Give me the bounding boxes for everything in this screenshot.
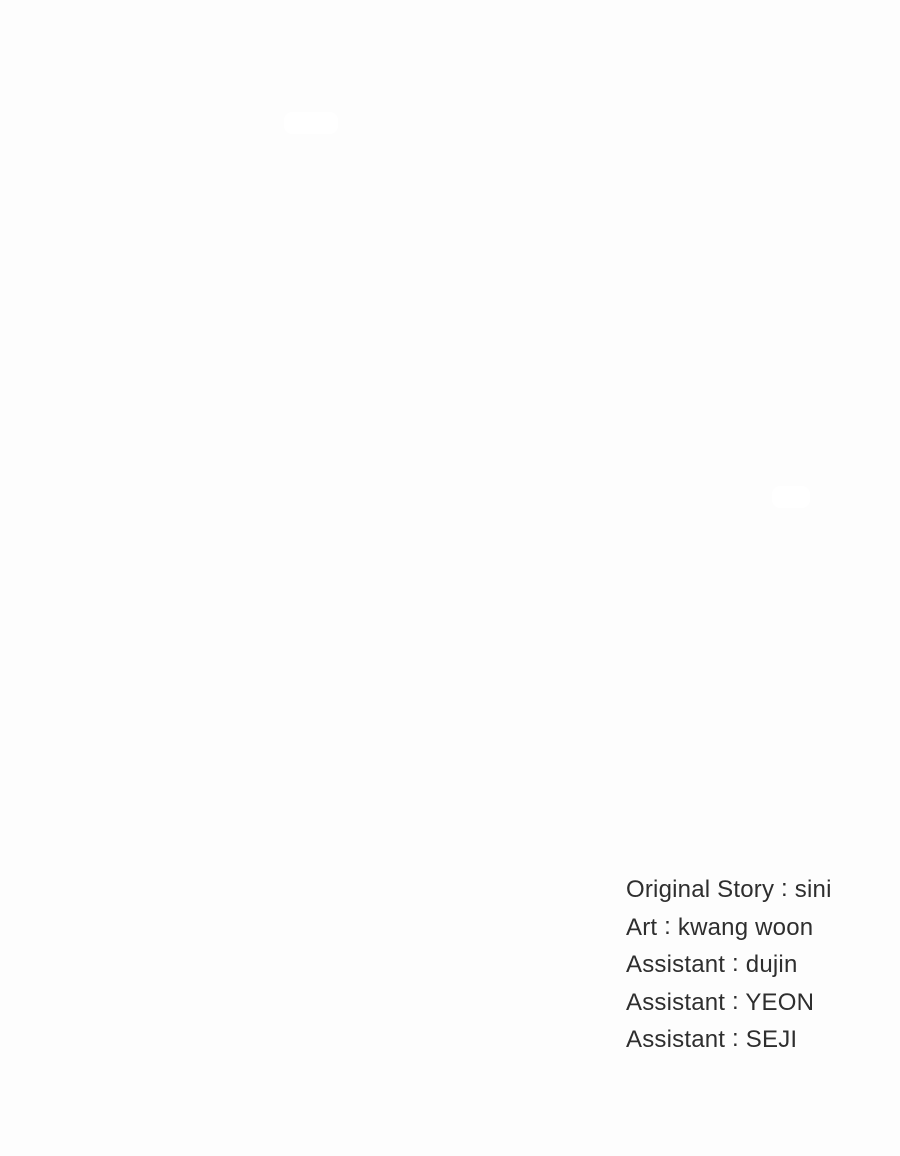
credit-separator: : [725,950,746,977]
credit-line [626,946,832,984]
credit-name: dujin [745,951,798,978]
credits-block [626,871,832,1059]
credit-line [626,871,832,909]
credit-line [626,909,832,947]
credit-name: sini [794,876,832,903]
credit-name: kwang woon [677,913,814,941]
credit-name: YEON [745,988,815,1016]
scan-artifact [284,112,338,134]
credit-role: Original Story [626,876,775,903]
credit-separator: : [725,1025,746,1052]
credit-separator: : [774,875,795,902]
credit-line [626,984,832,1022]
credit-name: SEJI [745,1026,798,1053]
credit-role: Assistant [626,1026,726,1053]
credit-role: Assistant [626,988,726,1016]
scan-artifact [772,486,810,508]
credit-role: Assistant [626,951,726,978]
credit-separator: : [725,987,746,1015]
credit-separator: : [657,912,678,940]
credit-role: Art [626,913,658,941]
credit-line [626,1021,832,1059]
